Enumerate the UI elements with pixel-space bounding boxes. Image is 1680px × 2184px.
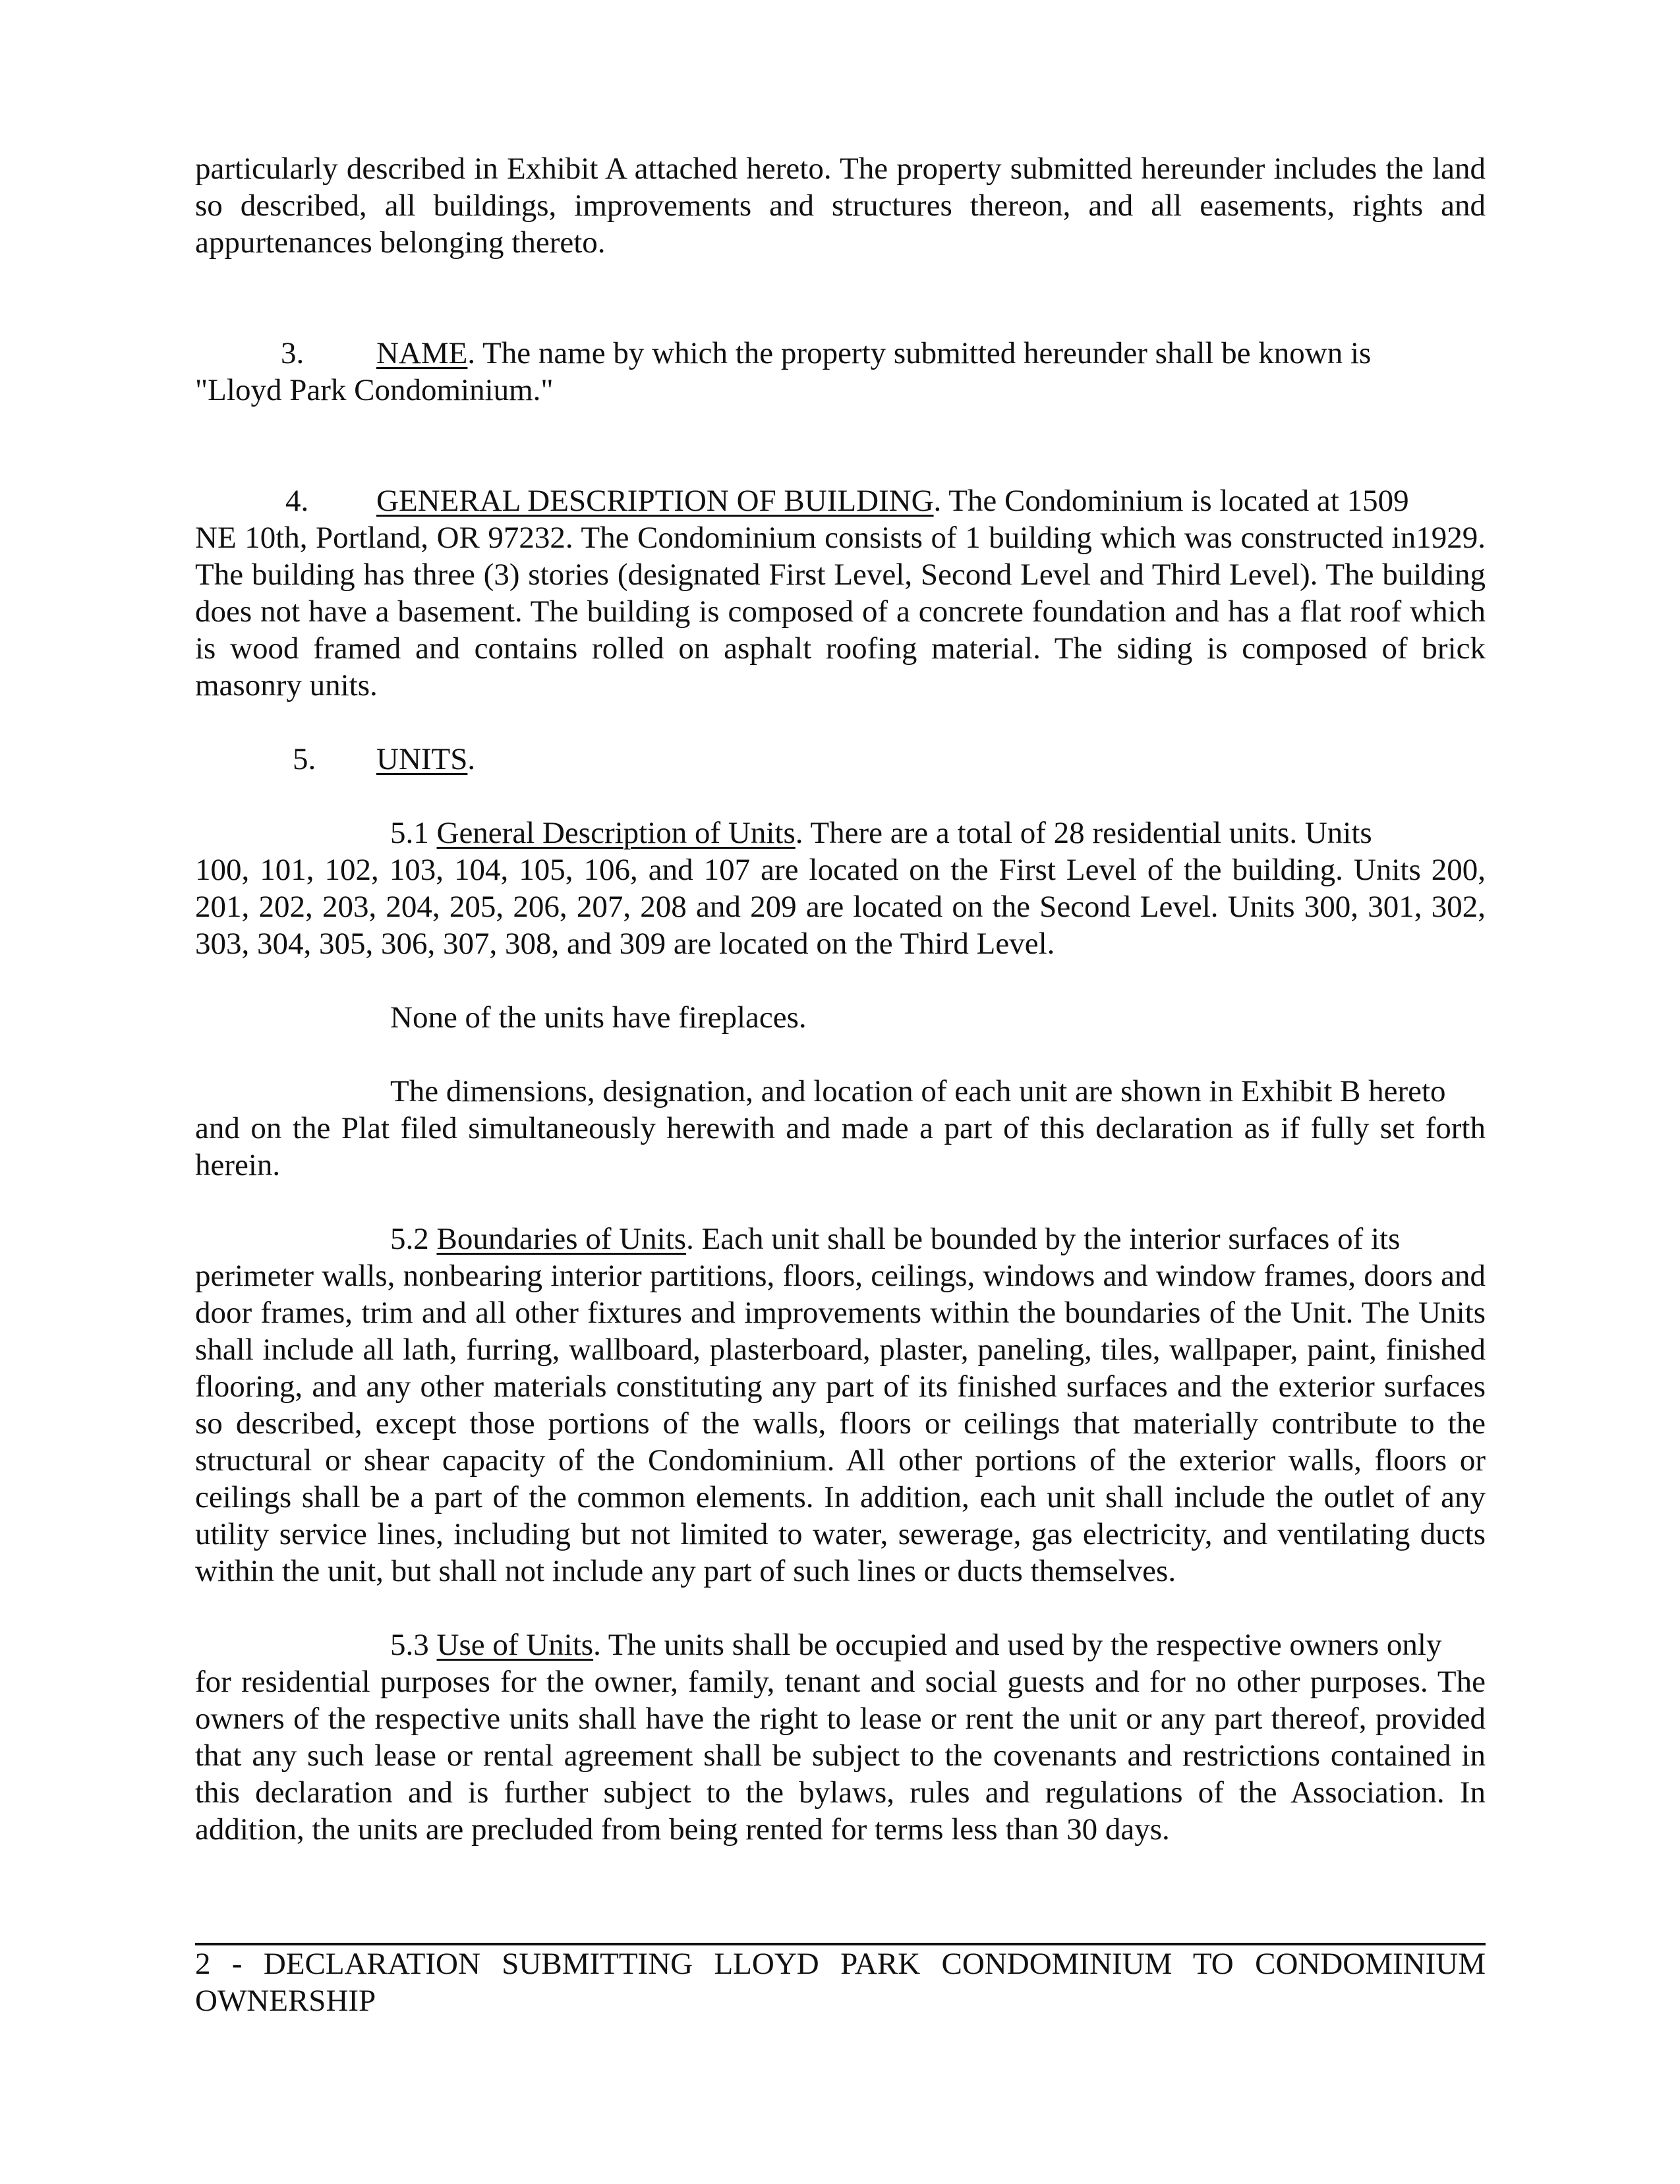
- section-5-1-heading: General Description of Units: [436, 816, 796, 850]
- section-4-text-line1: . The Condominium is located at 1509: [933, 484, 1409, 518]
- section-5-1-text-rest: 100, 101, 102, 103, 104, 105, 106, and 107 are located on the First Level of the building. Units 200, 201, 202, 203, 204, 205, 206, 207, 208 and 209 are located on the Second Level. Units 300, 301, 302, 303, 304, 305, 306, 307, 308, and 309 are located on the Third Level.: [195, 853, 1486, 961]
- section-5-number: 5.: [293, 742, 316, 776]
- continuation-paragraph: particularly described in Exhibit A attached hereto. The property submitted hereunder includes the land so described, all buildings, improvements and structures thereon, and all easements, rights and appurtenances belonging thereto.: [195, 152, 1486, 260]
- dimensions-paragraph: [195, 1073, 1486, 1184]
- section-5-2-text-rest: perimeter walls, nonbearing interior partitions, floors, ceilings, windows and window frames, doors and door frames, trim and all other fixtures and improvements within the boundaries of the Unit. The Units shall include all lath, furring, wallboard, plasterboard, plaster, paneling, tiles, wallpaper, paint, finished flooring, and any other materials constituting any part of its finished surfaces and the exterior surfaces so described, except those portions of the walls, floors or ceilings that materially contribute to the structural or shear capacity of the Condominium. All other portions of the exterior walls, floors or ceilings shall be a part of the common elements. In addition, each unit shall include the outlet of any utility service lines, including but not limited to water, sewerage, gas electricity, and ventilating ducts within the unit, but shall not include any part of such lines or ducts themselves.: [195, 1259, 1486, 1588]
- section-5-3-text-rest: for residential purposes for the owner, family, tenant and social guests and for no other purposes. The owners of the respective units shall have the right to lease or rent the unit or any part thereof, provided that any such lease or rental agreement shall be subject to the covenants and restrictions contained in this declaration and is further subject to the bylaws, rules and regulations of the Association. In addition, the units are precluded from being rented for terms less than 30 days.: [195, 1665, 1486, 1847]
- section-3-text-line1: . The name by which the property submitted hereunder shall be known is: [467, 336, 1372, 370]
- fireplaces-paragraph: None of the units have fireplaces.: [390, 1000, 807, 1035]
- section-3-name: [195, 335, 1486, 409]
- dimensions-rest: and on the Plat filed simultaneously herewith and made a part of this declaration as if fully set forth herein.: [195, 1111, 1486, 1182]
- section-5-suffix: .: [467, 742, 476, 776]
- section-4-number: 4.: [285, 484, 309, 518]
- section-5-3-number: 5.3: [390, 1628, 429, 1662]
- section-5-1-text-line1: . There are a total of 28 residential units. Units: [795, 816, 1372, 850]
- section-3-text-rest: "Lloyd Park Condominium.": [195, 373, 554, 407]
- section-5-2-boundaries-of-units: [195, 1221, 1486, 1590]
- section-3-heading: NAME: [376, 336, 468, 370]
- section-5-heading: UNITS: [376, 742, 468, 776]
- section-5-units: [195, 741, 1486, 778]
- page-footer: 2 - DECLARATION SUBMITTING LLOYD PARK CONDOMINIUM TO CONDOMINIUM OWNERSHIP: [195, 1947, 1486, 2018]
- section-4-text-rest: NE 10th, Portland, OR 97232. The Condominium consists of 1 building which was constructed in1929. The building has three (3) stories (designated First Level, Second Level and Third Level). The building does not have a basement. The building is composed of a concrete foundation and has a flat roof which is wood framed and contains rolled on asphalt roofing material. The siding is composed of brick masonry units.: [195, 521, 1486, 703]
- section-5-3-heading: Use of Units: [436, 1628, 594, 1662]
- section-3-number: 3.: [281, 336, 304, 370]
- section-5-3-use-of-units: [195, 1626, 1486, 1848]
- section-4-heading: GENERAL DESCRIPTION OF BUILDING: [376, 484, 934, 518]
- dimensions-line1: The dimensions, designation, and location of each unit are shown in Exhibit B hereto: [390, 1074, 1446, 1108]
- section-5-2-text-line1: . Each unit shall be bounded by the interior surfaces of its: [686, 1222, 1401, 1256]
- section-5-3-text-line1: . The units shall be occupied and used by the respective owners only: [593, 1628, 1442, 1662]
- section-5-1-general-description-of-units: [195, 815, 1486, 962]
- section-4-general-description: [195, 482, 1486, 704]
- section-5-2-heading: Boundaries of Units: [436, 1222, 687, 1256]
- section-5-2-number: 5.2: [390, 1222, 429, 1256]
- document-page: [195, 150, 1486, 1848]
- section-5-1-number: 5.1: [390, 816, 429, 850]
